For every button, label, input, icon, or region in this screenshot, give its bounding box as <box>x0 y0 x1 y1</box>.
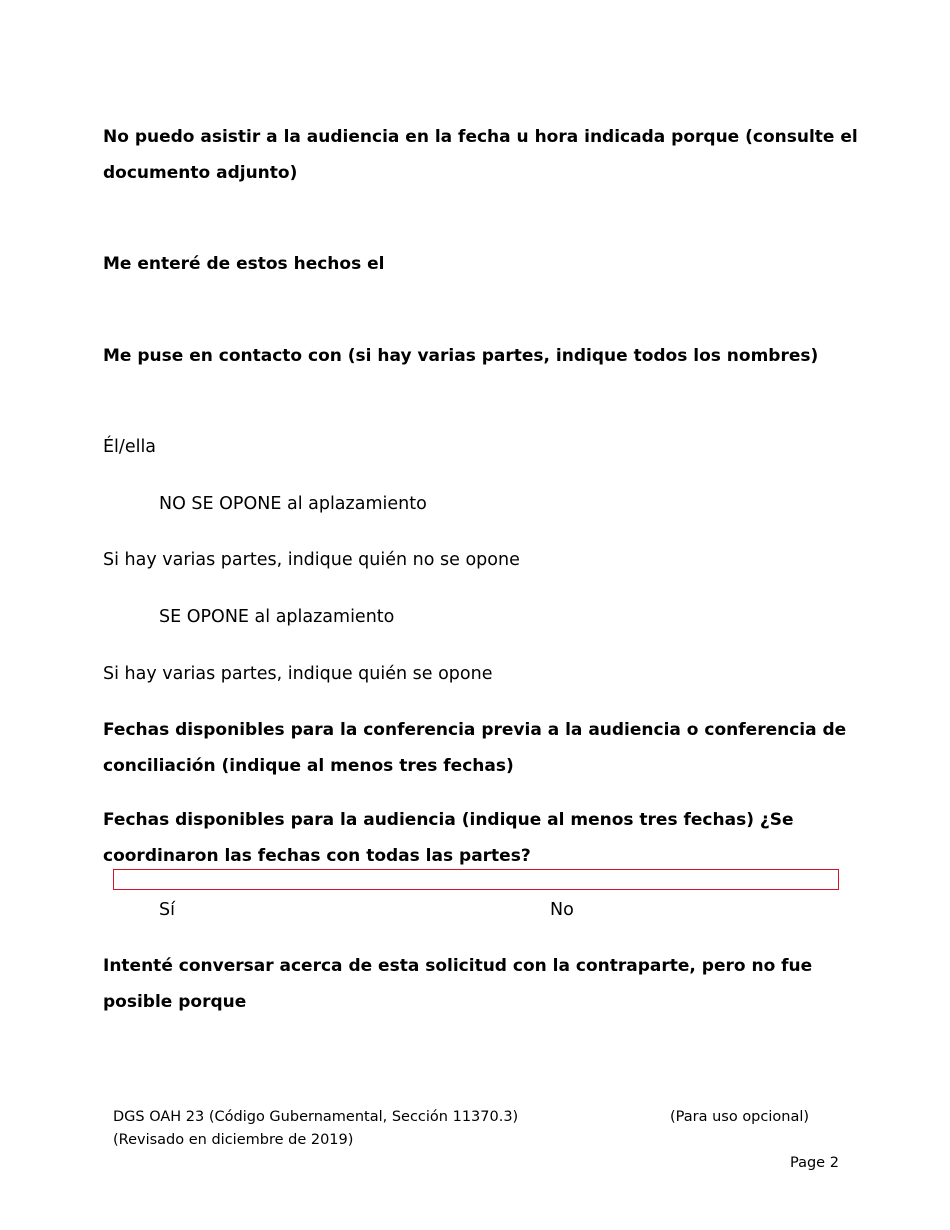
optional-use-note: (Para uso opcional) <box>670 1109 810 1125</box>
contacted-label: Me puse en contacto con (si hay varias partes, indique todos los nombres) <box>103 346 819 366</box>
cannot-attend-label: No puedo asistir a la audiencia en la fecha u hora indicada porque (consulte el documento adjunto) <box>103 127 858 183</box>
hearing-dates-field[interactable] <box>113 869 839 890</box>
option-yes-label: Sí <box>159 900 175 920</box>
se-opone-option: SE OPONE al aplazamiento <box>159 607 395 627</box>
he-she-label: Él/ella <box>103 437 157 457</box>
no-opone-note: Si hay varias partes, indique quién no se opone <box>103 550 520 570</box>
page-number: Page 2 <box>790 1155 839 1171</box>
prehearing-dates-label: Fechas disponibles para la conferencia previa a la audiencia o conferencia de conciliación (indique al menos tres fechas) <box>103 720 847 776</box>
revised-date: (Revisado en diciembre de 2019) <box>113 1132 354 1148</box>
no-opone-option: NO SE OPONE al aplazamiento <box>159 494 427 514</box>
learned-facts-label: Me enteré de estos hechos el <box>103 254 385 274</box>
hearing-dates-label: Fechas disponibles para la audiencia (indique al menos tres fechas) ¿Se coordinaron las fechas con todas las partes? <box>103 810 794 866</box>
tried-discuss-label: Intenté conversar acerca de esta solicitud con la contraparte, pero no fue posible porque <box>103 956 813 1012</box>
option-no-label: No <box>550 900 574 920</box>
se-opone-note: Si hay varias partes, indique quién se opone <box>103 664 493 684</box>
form-id: DGS OAH 23 (Código Gubernamental, Sección 11370.3) <box>113 1109 519 1125</box>
